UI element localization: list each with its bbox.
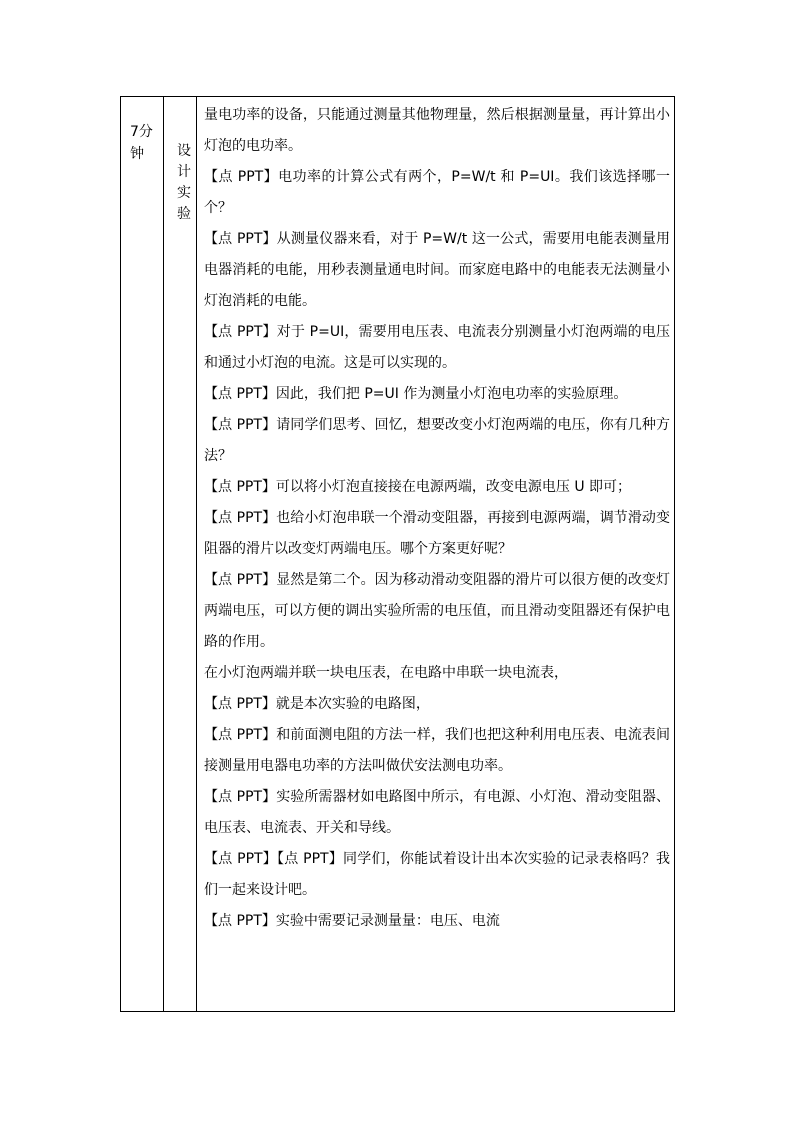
column-divider	[163, 97, 164, 1011]
content-paragraph: 【点 PPT】显然是第二个。因为移动滑动变阻器的滑片可以很方便的改变灯两端电压，可以方便的调出实验所需的电压值，而且滑动变阻器还有保护电路的作用。	[204, 572, 670, 650]
content-paragraph: 【点 PPT】实验中需要记录测量量：电压、电流	[204, 913, 500, 929]
content-paragraph: 【点 PPT】请同学们思考、回忆，想要改变小灯泡两端的电压，你有几种方法？	[204, 417, 670, 464]
phase-cell	[174, 141, 194, 225]
content-cell	[204, 100, 670, 937]
column-divider	[196, 97, 197, 1011]
lesson-table	[120, 96, 675, 1012]
content-paragraph: 【点 PPT】因此，我们把 P=UI 作为测量小灯泡电功率的实验原理。	[204, 386, 628, 402]
phase-char: 设	[177, 143, 191, 159]
content-paragraph: 【点 PPT】对于 P=UI，需要用电压表、电流表分别测量小灯泡两端的电压和通过小灯泡的电流。这是可以实现的。	[204, 324, 670, 371]
content-paragraph: 【点 PPT】可以将小灯泡直接接在电源两端，改变电源电压 U 即可；	[204, 479, 632, 495]
content-paragraph: 【点 PPT】从测量仪器来看，对于 P=W/t 这一公式，需要用电能表测量用电器消耗的电能，用秒表测量通电时间。而家庭电路中的电能表无法测量小灯泡消耗的电能。	[204, 231, 670, 309]
content-paragraph: 【点 PPT】也给小灯泡串联一个滑动变阻器，再接到电源两端，调节滑动变阻器的滑片以改变灯两端电压。哪个方案更好呢？	[204, 510, 670, 557]
content-paragraph: 【点 PPT】和前面测电阻的方法一样，我们也把这种利用电压表、电流表间接测量用电器电功率的方法叫做伏安法测电功率。	[204, 727, 670, 774]
content-paragraph: 【点 PPT】就是本次实验的电路图，	[204, 696, 430, 712]
content-paragraph: 在小灯泡两端并联一块电压表，在电路中串联一块电流表，	[204, 665, 568, 681]
phase-char: 实	[177, 185, 191, 201]
content-paragraph: 【点 PPT】【点 PPT】同学们，你能试着设计出本次实验的记录表格吗？我们一起来设计吧。	[204, 851, 670, 898]
time-cell: 7分钟	[130, 124, 153, 162]
phase-char: 验	[177, 206, 191, 222]
content-paragraph: 【点 PPT】电功率的计算公式有两个，P=W/t 和 P=UI。我们该选择哪一个？	[204, 169, 670, 216]
phase-char: 计	[177, 164, 191, 180]
content-paragraph: 量电功率的设备，只能通过测量其他物理量，然后根据测量量，再计算出小灯泡的电功率。	[204, 107, 670, 154]
content-paragraph: 【点 PPT】实验所需器材如电路图中所示，有电源、小灯泡、滑动变阻器、电压表、电流表、开关和导线。	[204, 789, 670, 836]
